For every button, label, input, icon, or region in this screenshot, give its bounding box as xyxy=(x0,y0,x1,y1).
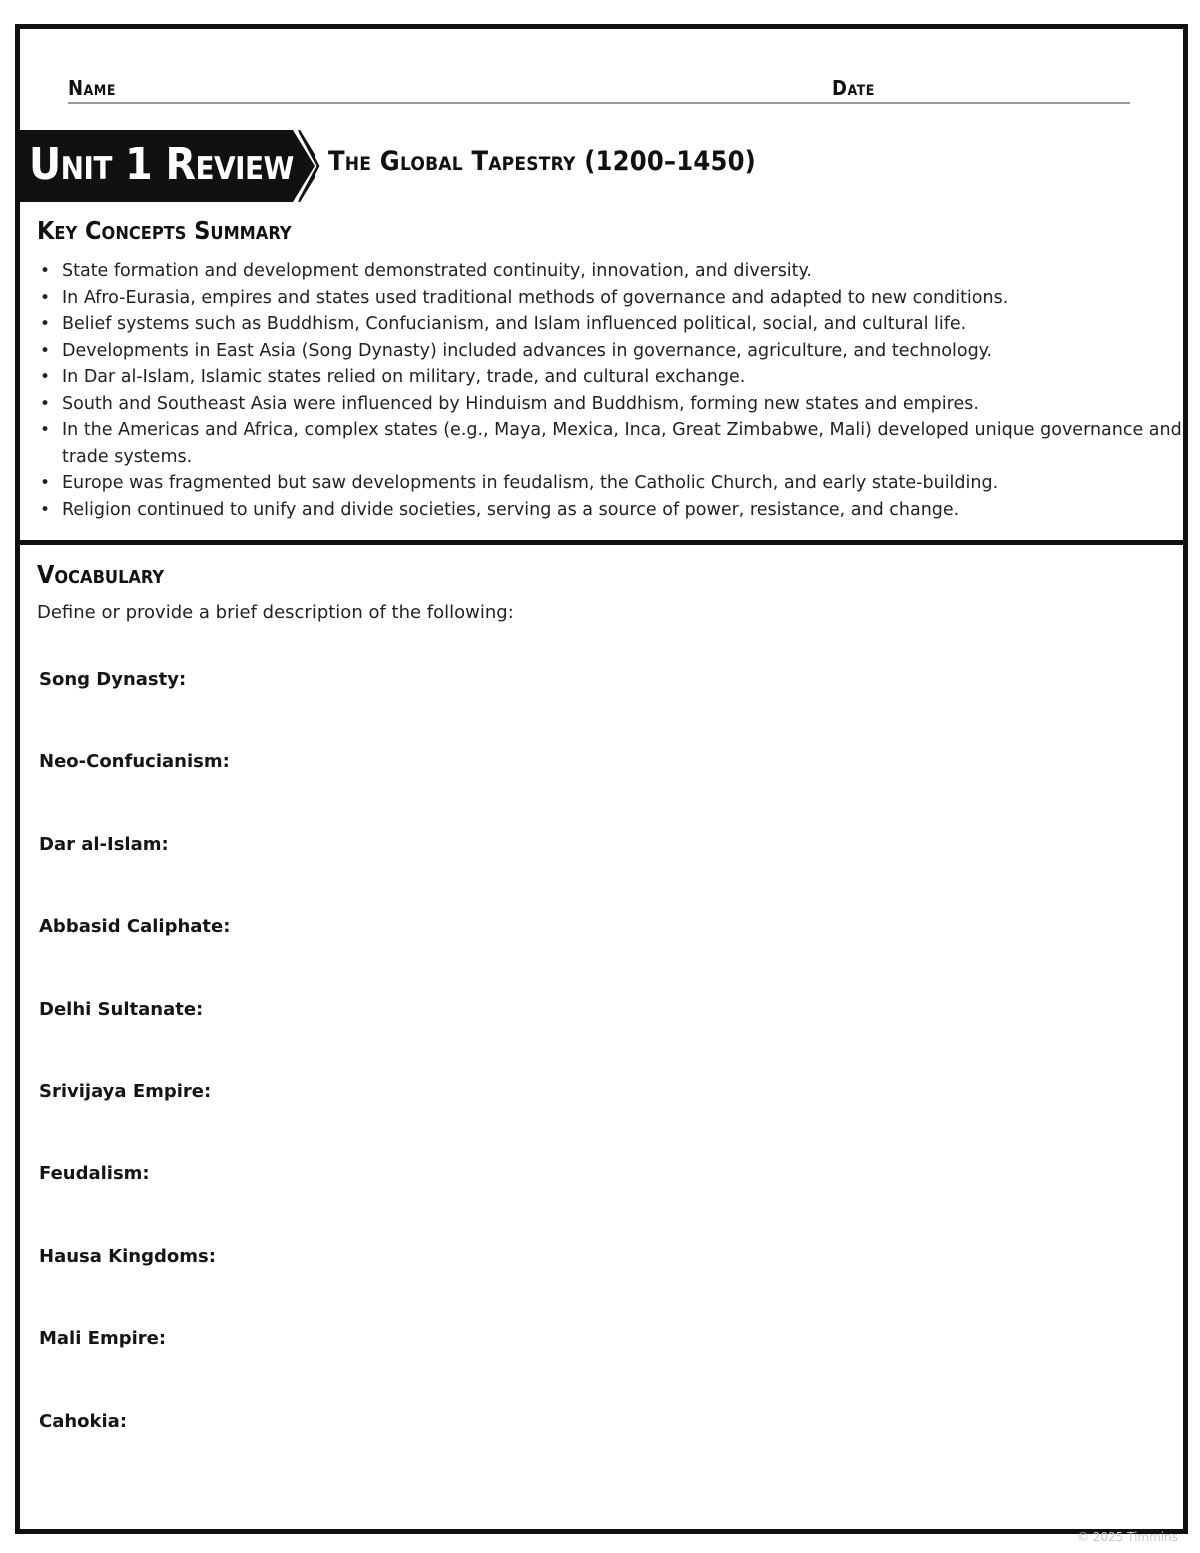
list-item: • In Afro-Eurasia, empires and states used traditional methods of governance and adapted to new conditions. xyxy=(62,285,1192,312)
list-item: • In Dar al-Islam, Islamic states relied on military, trade, and cultural exchange. xyxy=(62,364,1192,391)
list-item: • State formation and development demonstrated continuity, innovation, and diversity. xyxy=(62,258,1192,285)
section-divider xyxy=(15,540,1183,545)
vocab-term-cahokia: Cahokia: xyxy=(39,1411,128,1432)
list-item: • Developments in East Asia (Song Dynasty) included advances in governance, agriculture, and technology. xyxy=(62,338,1192,365)
banner-chevron-icon xyxy=(298,130,322,202)
list-item: • Europe was fragmented but saw developments in feudalism, the Catholic Church, and early state-building. xyxy=(62,470,1192,497)
key-concepts-heading: Key Concepts Summary xyxy=(37,216,292,245)
vocab-term-delhi-sultanate: Delhi Sultanate: xyxy=(39,999,204,1020)
vocab-term-srivijaya-empire: Srivijaya Empire: xyxy=(39,1081,212,1102)
name-date-line[interactable] xyxy=(68,72,1130,104)
vocab-term-feudalism: Feudalism: xyxy=(39,1163,150,1184)
key-concepts-list xyxy=(37,258,1192,523)
list-item: • Religion continued to unify and divide societies, serving as a source of power, resistance, and change. xyxy=(62,497,1192,524)
vocab-term-mali-empire: Mali Empire: xyxy=(39,1328,167,1349)
vocab-term-dar-al-islam: Dar al-Islam: xyxy=(39,834,169,855)
page-border xyxy=(15,24,1188,1534)
vocabulary-instructions: Define or provide a brief description of the following: xyxy=(37,602,514,623)
vocab-term-abbasid-caliphate: Abbasid Caliphate: xyxy=(39,916,231,937)
vocab-term-song-dynasty: Song Dynasty: xyxy=(39,669,187,690)
vocab-term-hausa-kingdoms: Hausa Kingdoms: xyxy=(39,1246,216,1267)
list-item: • In the Americas and Africa, complex states (e.g., Maya, Mexica, Inca, Great Zimbabwe, Mali) developed unique governance and trade systems. xyxy=(62,417,1192,470)
copyright-notice: © 2025 Timmins xyxy=(1076,1530,1178,1544)
list-item: • Belief systems such as Buddhism, Confucianism, and Islam influenced political, social, and cultural life. xyxy=(62,311,1192,338)
unit-subtitle: The Global Tapestry (1200–1450) xyxy=(328,146,756,177)
unit-title: Unit 1 Review xyxy=(29,139,294,190)
vocabulary-heading: Vocabulary xyxy=(37,560,165,589)
list-item: • South and Southeast Asia were influenced by Hinduism and Buddhism, forming new states and empires. xyxy=(62,391,1192,418)
title-banner xyxy=(15,130,305,200)
vocab-term-neo-confucianism: Neo-Confucianism: xyxy=(39,751,230,772)
name-label: Name xyxy=(68,76,116,100)
date-label: Date xyxy=(832,76,875,100)
